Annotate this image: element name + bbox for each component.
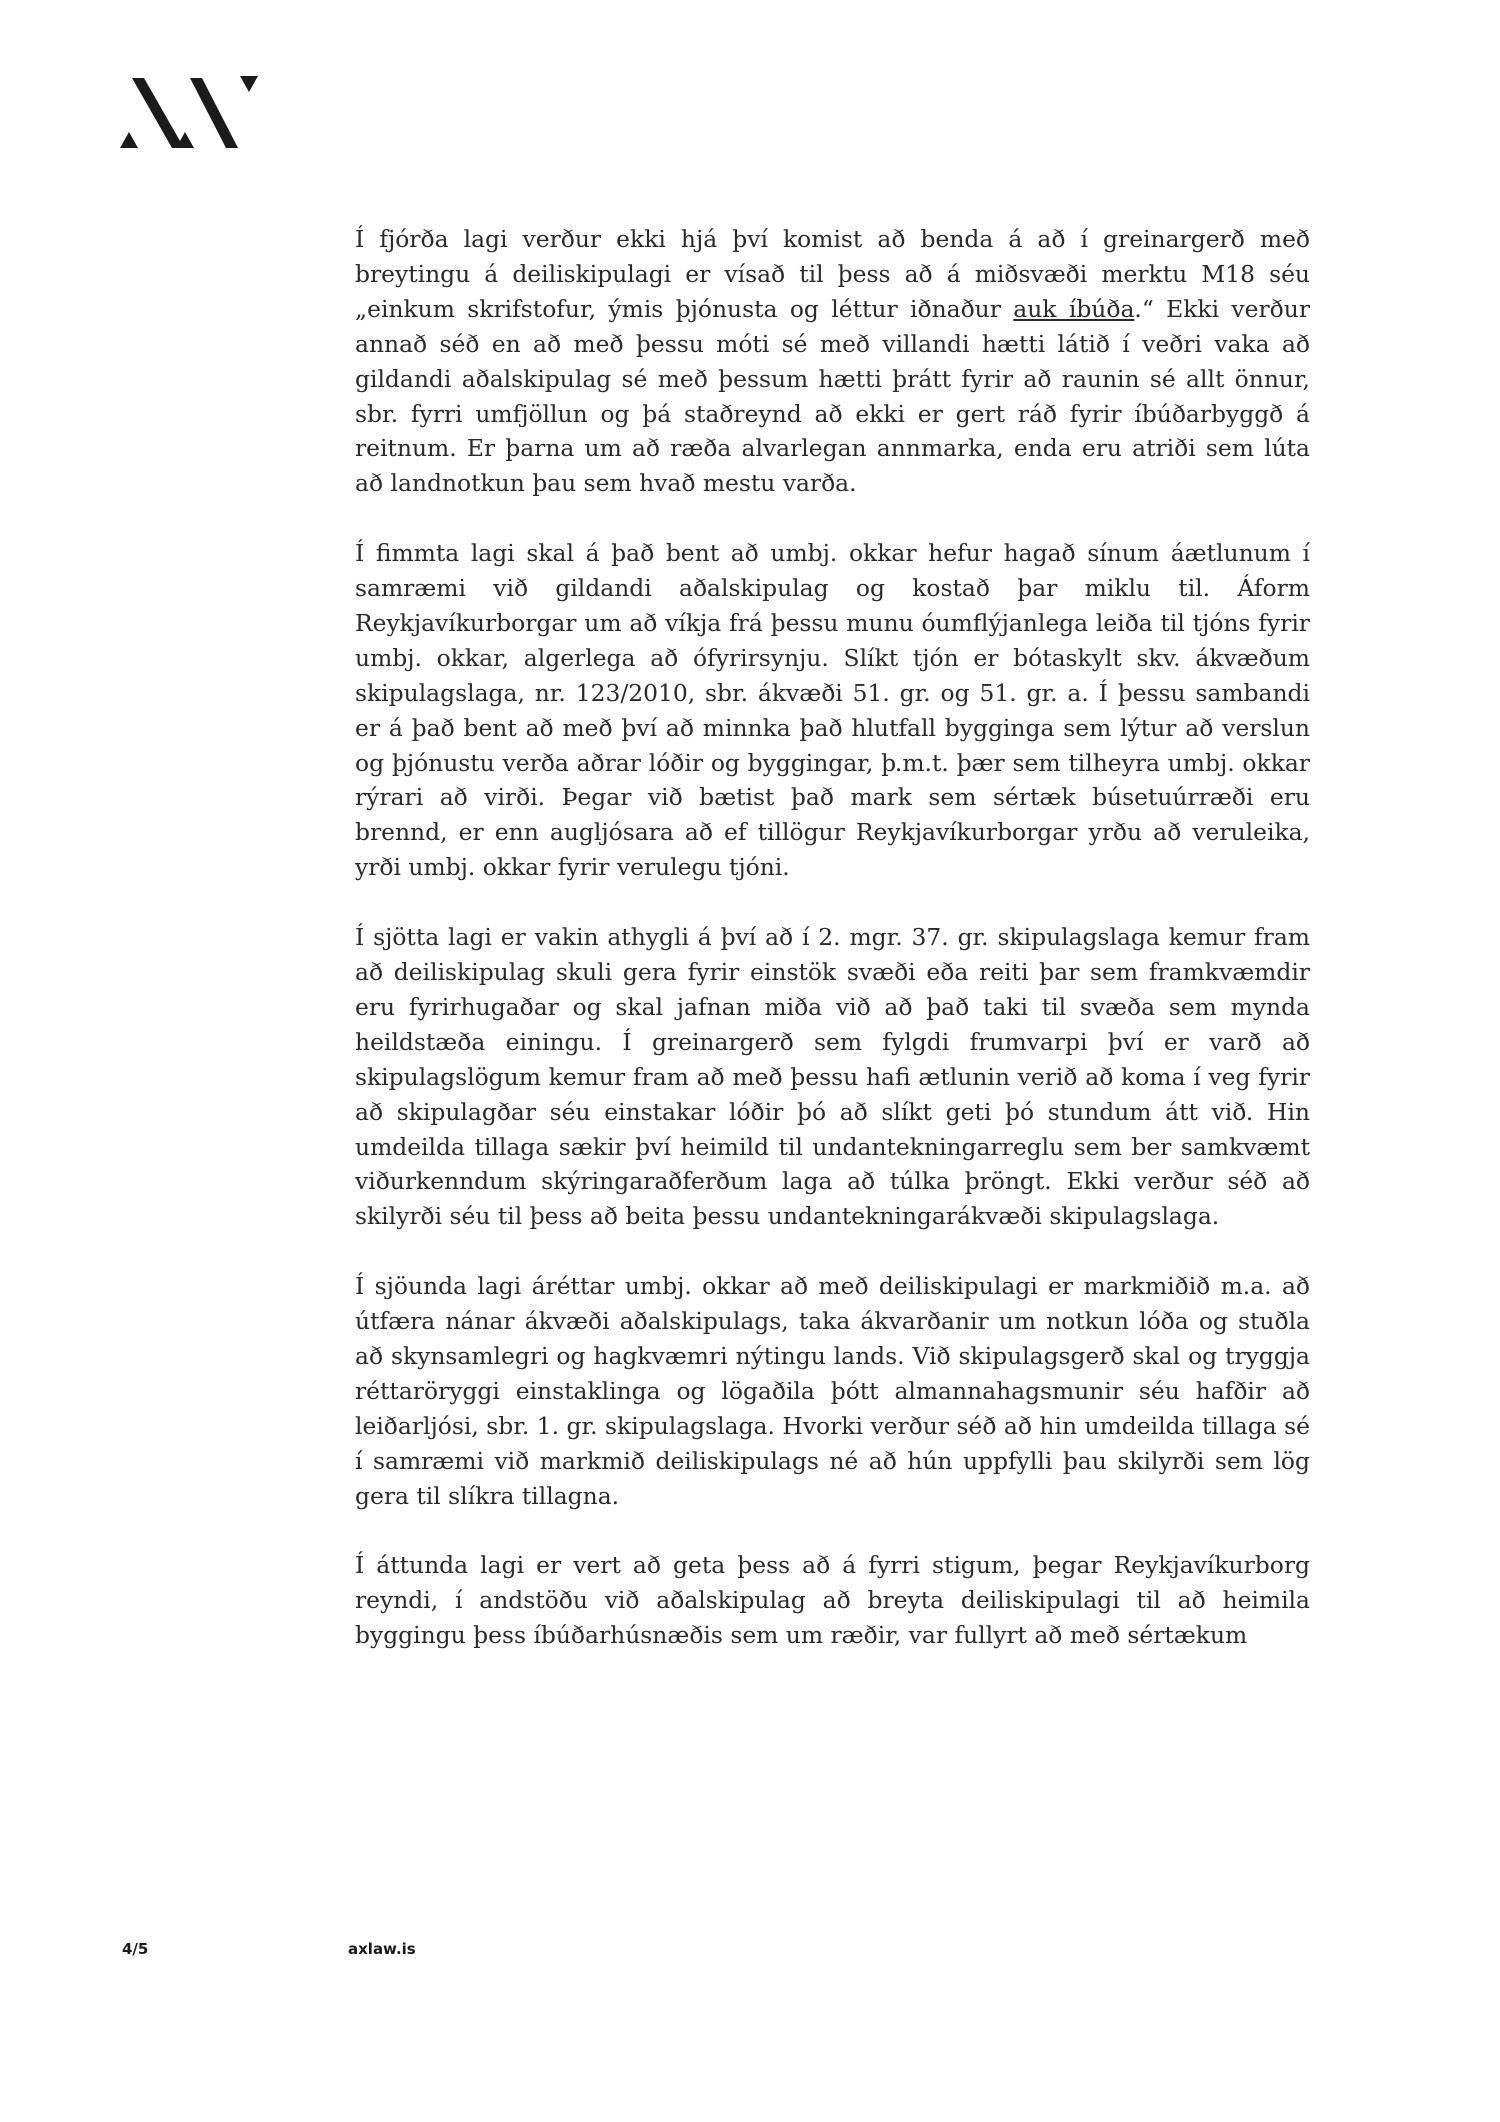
paragraph-fourth-point: [355, 222, 1310, 501]
ax-law-logo: [120, 72, 290, 152]
footer-website: axlaw.is: [348, 1940, 416, 1958]
paragraph-seventh-point: Í sjöunda lagi áréttar umbj. okkar að með deiliskipulagi er markmiðið m.a. að útfæra nánar ákvæði aðalskipulags, taka ákvarðanir um notkun lóða og stuðla að skynsamlegri og hagkvæmri nýtingu lands. Við skipulagsgerð skal og tryggja réttaröryggi einstaklinga og lögaðila þótt almannahagsmunir séu hafðir að leiðarljósi, sbr. 1. gr. skipulagslaga. Hvorki verður séð að hin umdeilda tillaga sé í samræmi við markmið deiliskipulags né að hún uppfylli þau skilyrði sem lög gera til slíkra tillagna.: [355, 1272, 1310, 1510]
page-number: 4/5: [122, 1940, 149, 1958]
paragraph-eighth-point: Í áttunda lagi er vert að geta þess að á fyrri stigum, þegar Reykjavíkurborg reyndi, í andstöðu við aðalskipulag að breyta deiliskipulagi til að heimila byggingu þess íbúðarhúsnæðis sem um ræðir, var fullyrt að með sértækum: [355, 1551, 1310, 1650]
letter-body: [355, 222, 1310, 1653]
paragraph-sixth-point: Í sjötta lagi er vakin athygli á því að í 2. mgr. 37. gr. skipulagslaga kemur fram að deiliskipulag skuli gera fyrir einstök svæði eða reiti þar sem framkvæmdir eru fyrirhugaðar og skal jafnan miða við að það taki til svæða sem mynda heildstæða einingu. Í greinargerð sem fylgdi frumvarpi því er varð að skipulagslögum kemur fram að með þessu hafi ætlunin verið að koma í veg fyrir að skipulagðar séu einstakar lóðir þó að slíkt geti þó stundum átt við. Hin umdeilda tillaga sækir því heimild til undantekningarreglu sem ber samkvæmt viðurkenndum skýringaraðferðum laga að túlka þröngt. Ekki verður séð að skilyrði séu til þess að beita þessu undantekningarákvæði skipulagslaga.: [355, 923, 1310, 1231]
paragraph-fifth-point: Í fimmta lagi skal á það bent að umbj. okkar hefur hagað sínum áætlunum í samræmi við gildandi aðalskipulag og kostað þar miklu til. Áform Reykjavíkurborgar um að víkja frá þessu munu óumflýjanlega leiða til tjóns fyrir umbj. okkar, algerlega að ófyrirsynju. Slíkt tjón er bótaskylt skv. ákvæðum skipulagslaga, nr. 123/2010, sbr. ákvæði 51. gr. og 51. gr. a. Í þessu sambandi er á það bent að með því að minnka það hlutfall bygginga sem lýtur að verslun og þjónustu verða aðrar lóðir og byggingar, þ.m.t. þær sem tilheyra umbj. okkar rýrari að virði. Þegar við bætist það mark sem sértæk búsetuúrræði eru brennd, er enn augljósara að ef tillögur Reykjavíkurborgar yrðu að veruleika, yrði umbj. okkar fyrir verulegu tjóni.: [355, 539, 1310, 882]
underlined-phrase: auk íbúða: [1013, 294, 1135, 323]
paragraph-text: Í fjórða lagi verður ekki hjá því komist að benda á að í greinargerð með breytingu á deiliskipulagi er vísað til þess að á miðsvæði merktu M18 séu „einkum skrifstofur, ýmis þjónusta og léttur iðnaður: [355, 225, 1310, 323]
paragraph-text-continued: .“ Ekki verður annað séð en að með þessu móti sé með villandi hætti látið í veðri vaka að gildandi aðalskipulag sé með þessum hætti þrátt fyrir að raunin sé allt önnur, sbr. fyrri umfjöllun og þá staðreynd að ekki er gert ráð fyrir íbúðarbyggð á reitnum. Er þarna um að ræða alvarlegan annmarka, enda eru atriði sem lúta að landnotkun þau sem hvað mestu varða.: [355, 294, 1310, 498]
